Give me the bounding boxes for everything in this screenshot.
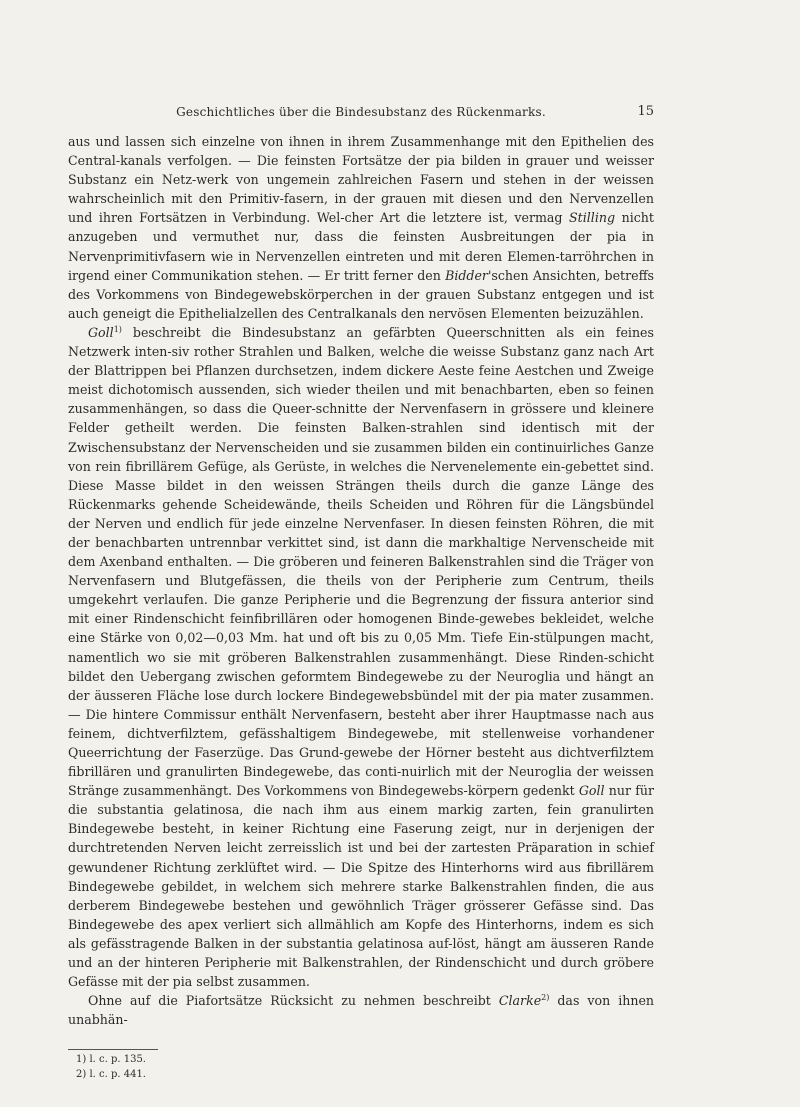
paragraph-3 [68,991,654,1029]
running-header [68,103,654,121]
author-name: Clarke [498,993,542,1009]
author-name: Goll [578,783,605,799]
paragraph-1-text: 'schen Ansichten, betreffs des Vorkommens von Bindegewebskörperchen in der grauen Substanz entgegen und ist auch geneigt die Epithelialzellen des Centralkanals den nervösen Elementen beizuzählen. [68,267,654,321]
author-name: Stilling [569,210,616,226]
footnote-ref: 2) [541,993,550,1003]
page-number: 15 [637,104,654,119]
footnote-ref: 1) [113,324,122,334]
paragraph-3-text: das von ihnen unabhän- [68,993,655,1028]
paragraph-3-text: Ohne auf die Piafortsätze Rücksicht zu nehmen beschreibt [88,993,491,1009]
author-name: Bidder [445,267,488,283]
paragraph-2-text: nur für die substantia gelatinosa, die nach ihm aus einem markig zarten, fein granulirten Bindegewebe besteht, in keiner Richtung eine Faserung zeigt, nur in derjenigen der durchtretenden Nerven leicht zerreisslich ist und bei der zartesten Präparation in schief gewundener Richtung zerklüftet wird. — Die Spitze des Hinterhorns wird aus fibrillärem Bindegewebe gebildet, in welchem sich mehrere starke Balkenstrahlen finden, die aus derberem Bindegewebe bestehen und gewöhnlich Träger grösserer Gefässe sind. Das Bindegewebe des apex verliert sich allmählich am Kopfe des Hinterhorns, indem es sich als gefässtragende Balken in der substantia gelatinosa auf-löst, hängt am äusseren Rande und an der hinteren Peripherie mit Balkenstrahlen, der Rindenschicht und durch gröbere Gefässe mit der pia selbst zusammen. [68,783,654,990]
footnote-1: 1) l. c. p. 135. [76,1054,146,1065]
paragraph-2 [68,323,654,991]
paragraph-1-text: nicht anzugeben und vermuthet nur, dass die feinsten Ausbreitungen der pia in Nervenprimitivfasern wie in Nervenzellen eintreten und mit deren Elemen-tarröhrchen in irgend einer Communikation stehen. — Er tritt ferner den [68,210,654,283]
paragraph-2-text: beschreibt die Bindesubstanz an gefärbten Queerschnitten als ein feines Netzwerk inten-siv rother Strahlen und Balken, welche die weisse Substanz ganz nach Art der Blattrippen bei Pflanzen durchsetzen, indem dickere Aeste feine Aestchen und Zweige meist dichotomisch aussenden, sich wieder theilen und mit benachbarten, eben so feinen zusammenhängen, so dass die Queer-schnitte der Nervenfasern in grössere und kleinere Felder getheilt werden. Die feinsten Balken-strahlen sind identisch mit der Zwischensubstanz der Nervenscheiden und sie zusammen bilden ein continuirliches Ganze von rein fibrillärem Gefüge, als Gerüste, in welches die Nervenelemente ein-gebettet sind. Diese Masse bildet in den weissen Strängen theils durch die ganze Länge des Rückenmarks gehende Scheidewände, theils Scheiden und Röhren für die Längsbündel der Nerven und endlich für jede einzelne Nervenfaser. In diesen feinsten Röhren, die mit der benachbarten untrennbar verkittet sind, ist dann die markhaltige Nervenscheide mit dem Axenband enthalten. — Die gröberen und feineren Balkenstrahlen sind die Träger von Nervenfasern und Blutgefässen, die theils von der Peripherie zum Centrum, theils umgekehrt verlaufen. Die ganze Peripherie und die Begrenzung der fissura anterior sind mit einer Rindenschicht feinfibrillären oder homogenen Binde-gewebes bekleidet, welche eine Stärke von 0,02—0,03 Mm. hat und oft bis zu 0,05 Mm. Tiefe Ein-stülpungen macht, namentlich wo sie mit gröberen Balkenstrahlen zusammenhängt. Diese Rinden-schicht bildet den Uebergang zwischen geformtem Bindegewebe zu der Neuroglia und hängt an der äusseren Fläche lose durch lockere Bindegewebsbündel mit der pia mater zusammen. — Die hintere Commissur enthält Nervenfasern, besteht aber ihrer Hauptmasse nach aus feinem, dichtverfilztem, gefässhaltigem Bindegewebe, mit stellenweise vorhandener Queerrichtung der Faserzüge. Das Grund-gewebe der Hörner besteht aus dichtverfilztem fibrillären und granulirten Bindegewebe, das conti-nuirlich mit der Neuroglia der weissen Stränge zusammenhängt. Des Vorkommens von Bindegewebs-körpern gedenkt [68,324,654,799]
author-name: Goll [88,324,114,340]
paragraph-1 [68,132,654,323]
paragraph-1-text: aus und lassen sich einzelne von ihnen in ihrem Zusammenhange mit den Epithelien des Central-kanals verfolgen. — Die feinsten Fortsätze der pia bilden in grauer und weisser Substanz ein Netz-werk von ungemein zahlreichen Fasern und stehen in der weissen wahrscheinlich mit den Primitiv-fasern, in der grauen mit diesen und den Nervenzellen und ihren Fortsätzen in Verbindung. Wel-cher Art die letztere ist, vermag [68,134,654,226]
footnote-divider [68,1049,158,1050]
footnotes [76,1052,146,1082]
footnote-2: 2) l. c. p. 441. [76,1069,146,1080]
body-text [68,132,654,1029]
running-title: Geschichtliches über die Bindesubstanz des Rückenmarks. [176,105,546,119]
